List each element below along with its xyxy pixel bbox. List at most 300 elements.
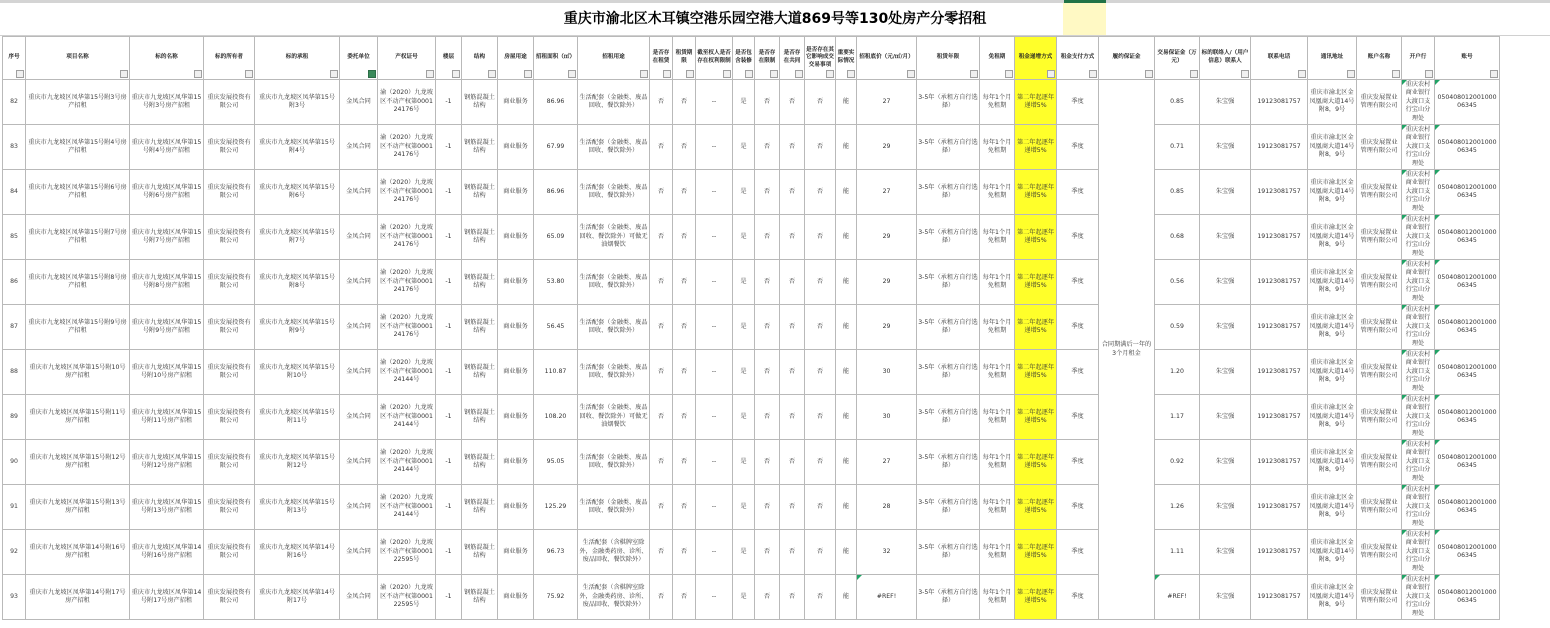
table-cell[interactable]: -- (696, 395, 733, 440)
table-cell[interactable]: 商业服务 (498, 215, 534, 260)
table-cell[interactable]: -- (696, 80, 733, 125)
table-cell[interactable] (1435, 350, 1500, 395)
table-cell[interactable]: 商业服务 (498, 440, 534, 485)
table-cell[interactable]: 渝（2020）九龙坡区不动产权第000124176号 (378, 80, 436, 125)
table-cell[interactable]: 108.20 (534, 395, 578, 440)
table-cell[interactable]: 重庆发展置业管理有限公司 (1357, 440, 1402, 485)
table-cell[interactable]: 否 (805, 395, 836, 440)
table-cell[interactable]: 19123081757 (1251, 80, 1308, 125)
table-cell[interactable]: 82 (3, 80, 26, 125)
filter-dropdown-icon[interactable] (1298, 70, 1306, 78)
table-cell[interactable]: 重庆发展置业管理有限公司 (1357, 305, 1402, 350)
filter-dropdown-icon[interactable] (16, 70, 24, 78)
table-cell[interactable]: 商业服务 (498, 170, 534, 215)
table-cell[interactable] (1402, 395, 1435, 440)
filter-dropdown-icon[interactable] (1190, 70, 1198, 78)
table-cell[interactable]: 是 (733, 305, 755, 350)
table-cell[interactable] (1435, 485, 1500, 530)
table-cell[interactable]: 每年1个月免租期 (980, 440, 1015, 485)
column-header[interactable] (1402, 37, 1435, 80)
filter-dropdown-icon[interactable] (1392, 70, 1400, 78)
filter-dropdown-icon[interactable] (524, 70, 532, 78)
table-cell[interactable]: 是 (733, 575, 755, 620)
table-cell[interactable]: 金凤合同 (340, 350, 378, 395)
table-cell[interactable]: 否 (780, 260, 805, 305)
table-cell[interactable]: 否 (755, 485, 780, 530)
table-cell[interactable]: 商业服务 (498, 305, 534, 350)
column-header[interactable] (1155, 37, 1200, 80)
filter-dropdown-icon[interactable] (826, 70, 834, 78)
table-cell[interactable]: 重庆发展投资有限公司 (204, 485, 255, 530)
table-cell[interactable]: 商业服务 (498, 485, 534, 530)
table-cell[interactable] (1402, 305, 1435, 350)
table-cell[interactable]: 3-5年（承租方自行选择） (917, 170, 980, 215)
table-cell[interactable]: 重庆市九龙坡区凤华第15号附3号 (255, 80, 340, 125)
table-cell[interactable]: 否 (755, 530, 780, 575)
column-header[interactable] (836, 37, 857, 80)
table-cell[interactable]: -1 (436, 305, 462, 350)
table-cell[interactable]: 重庆市九龙坡区凤华第14号附16号 (255, 530, 340, 575)
table-cell[interactable]: 19123081757 (1251, 395, 1308, 440)
table-cell[interactable]: 商业服务 (498, 260, 534, 305)
table-cell[interactable]: 商业服务 (498, 395, 534, 440)
table-cell[interactable]: 3-5年（承租方自行选择） (917, 485, 980, 530)
table-cell[interactable]: 29 (857, 125, 917, 170)
table-cell[interactable]: 能 (836, 350, 857, 395)
table-cell[interactable]: 否 (650, 125, 673, 170)
table-cell[interactable]: 金凤合同 (340, 440, 378, 485)
column-header[interactable] (340, 37, 378, 80)
table-cell[interactable]: 3-5年（承租方自行选择） (917, 260, 980, 305)
table-cell[interactable] (1435, 395, 1500, 440)
table-cell[interactable]: 能 (836, 485, 857, 530)
table-cell[interactable]: 朱宝强 (1200, 440, 1251, 485)
table-cell[interactable]: 重庆市九龙坡区凤华第15号附9号房产招租 (26, 305, 130, 350)
table-cell[interactable]: 否 (650, 305, 673, 350)
table-cell[interactable]: 季度 (1057, 125, 1099, 170)
table-cell[interactable] (1402, 530, 1435, 575)
table-cell[interactable]: 30 (857, 350, 917, 395)
table-cell[interactable]: 生活配套（金融类、废品回收、餐饮除外） (578, 170, 650, 215)
table-cell[interactable]: 季度 (1057, 170, 1099, 215)
table-cell[interactable]: 0.71 (1155, 125, 1200, 170)
table-cell[interactable]: -1 (436, 170, 462, 215)
table-cell[interactable]: 27 (857, 440, 917, 485)
table-cell[interactable]: 金凤合同 (340, 485, 378, 530)
table-cell[interactable]: 重庆市九龙坡区凤华第15号附6号房产招租 (130, 170, 204, 215)
table-cell[interactable] (1402, 170, 1435, 215)
table-cell[interactable]: 每年1个月免租期 (980, 350, 1015, 395)
table-cell[interactable]: 生活配套（含棋牌室除外，金融类药房、诊所、废品回收、餐饮除外） (578, 530, 650, 575)
table-cell[interactable]: 钢筋混凝土结构 (462, 125, 498, 170)
table-cell[interactable]: 重庆市渝北区金凤凰商大道14号附8，9号 (1308, 485, 1357, 530)
table-cell[interactable]: 金凤合同 (340, 575, 378, 620)
table-cell[interactable]: 否 (805, 125, 836, 170)
table-cell[interactable]: 第二年起逐年递增5% (1015, 350, 1057, 395)
table-cell[interactable]: -- (696, 485, 733, 530)
table-cell[interactable]: 19123081757 (1251, 575, 1308, 620)
filter-dropdown-icon[interactable] (907, 70, 915, 78)
table-cell[interactable]: 每年1个月免租期 (980, 305, 1015, 350)
table-cell[interactable]: 否 (755, 215, 780, 260)
table-cell[interactable]: 85 (3, 215, 26, 260)
table-cell[interactable]: 朱宝强 (1200, 575, 1251, 620)
table-cell[interactable]: 3-5年（承租方自行选择） (917, 80, 980, 125)
table-cell[interactable]: 否 (673, 80, 696, 125)
filter-dropdown-icon[interactable] (452, 70, 460, 78)
table-cell[interactable]: 否 (805, 80, 836, 125)
table-cell[interactable]: 能 (836, 440, 857, 485)
table-cell[interactable]: 0.59 (1155, 305, 1200, 350)
table-cell[interactable]: 否 (755, 440, 780, 485)
table-cell[interactable]: 否 (650, 530, 673, 575)
table-cell[interactable]: 84 (3, 170, 26, 215)
table-cell[interactable]: 能 (836, 80, 857, 125)
table-cell[interactable]: 渝（2020）九龙坡区不动产权第000124176号 (378, 170, 436, 215)
table-cell[interactable] (1402, 80, 1435, 125)
table-cell[interactable]: 1.20 (1155, 350, 1200, 395)
table-cell[interactable]: 每年1个月免租期 (980, 485, 1015, 530)
table-cell[interactable]: 生活配套（金融类、废品回收、餐饮除外） (578, 80, 650, 125)
table-cell[interactable]: 重庆发展置业管理有限公司 (1357, 350, 1402, 395)
table-cell[interactable]: 重庆市九龙坡区凤华第15号附3号房产招租 (26, 80, 130, 125)
table-cell[interactable]: 第二年起逐年递增5% (1015, 215, 1057, 260)
table-cell[interactable]: 生活配套（金融类、废品回收、餐饮除外）可做无油烟餐饮 (578, 395, 650, 440)
table-cell[interactable]: 3-5年（承租方自行选择） (917, 350, 980, 395)
table-cell[interactable]: 钢筋混凝土结构 (462, 485, 498, 530)
column-header[interactable] (1357, 37, 1402, 80)
table-cell[interactable]: 83 (3, 125, 26, 170)
table-cell[interactable]: 否 (673, 260, 696, 305)
column-header[interactable] (1200, 37, 1251, 80)
column-header[interactable] (857, 37, 917, 80)
table-cell[interactable]: 季度 (1057, 260, 1099, 305)
table-cell[interactable]: 第二年起逐年递增5% (1015, 125, 1057, 170)
table-cell[interactable]: 季度 (1057, 215, 1099, 260)
table-cell[interactable]: 渝（2020）九龙坡区不动产权第000124144号 (378, 395, 436, 440)
table-cell[interactable]: 否 (673, 395, 696, 440)
table-cell[interactable]: 朱宝强 (1200, 395, 1251, 440)
table-cell[interactable]: 重庆市九龙坡区凤华第15号附9号房产招租 (130, 305, 204, 350)
table-cell[interactable]: 0.68 (1155, 215, 1200, 260)
table-cell[interactable]: 每年1个月免租期 (980, 170, 1015, 215)
table-cell[interactable]: 86 (3, 260, 26, 305)
table-cell[interactable]: 渝（2020）九龙坡区不动产权第000124176号 (378, 260, 436, 305)
table-cell[interactable]: 渝（2020）九龙坡区不动产权第000124144号 (378, 440, 436, 485)
table-cell[interactable]: -- (696, 530, 733, 575)
table-cell[interactable]: 65.09 (534, 215, 578, 260)
table-cell[interactable]: 否 (755, 575, 780, 620)
column-header[interactable] (755, 37, 780, 80)
table-cell[interactable]: 否 (805, 485, 836, 530)
filter-dropdown-icon[interactable] (1089, 70, 1097, 78)
table-cell[interactable]: 生活配套（含棋牌室除外，金融类药房、诊所、废品回收、餐饮除外） (578, 575, 650, 620)
table-cell[interactable]: 否 (805, 170, 836, 215)
table-cell[interactable]: 钢筋混凝土结构 (462, 350, 498, 395)
table-cell[interactable]: 否 (650, 170, 673, 215)
table-cell[interactable] (1435, 80, 1500, 125)
table-cell[interactable]: 重庆市九龙坡区凤华第15号附8号房产招租 (26, 260, 130, 305)
table-cell[interactable]: 93 (3, 575, 26, 620)
table-cell[interactable]: -- (696, 215, 733, 260)
table-cell[interactable]: 重庆发展投资有限公司 (204, 350, 255, 395)
table-cell[interactable]: 重庆发展投资有限公司 (204, 215, 255, 260)
table-cell[interactable]: -1 (436, 125, 462, 170)
table-cell[interactable]: 重庆市九龙坡区凤华第14号附16号房产招租 (130, 530, 204, 575)
table-cell[interactable]: -- (696, 125, 733, 170)
table-cell[interactable]: 钢筋混凝土结构 (462, 575, 498, 620)
table-cell[interactable]: 第二年起逐年递增5% (1015, 170, 1057, 215)
column-header[interactable] (130, 37, 204, 80)
table-cell[interactable]: 重庆市九龙坡区凤华第14号附17号 (255, 575, 340, 620)
table-cell[interactable] (1402, 260, 1435, 305)
table-cell[interactable]: 重庆发展投资有限公司 (204, 575, 255, 620)
table-cell[interactable]: 否 (780, 170, 805, 215)
table-cell[interactable]: 28 (857, 485, 917, 530)
table-cell[interactable]: 重庆发展投资有限公司 (204, 395, 255, 440)
table-cell[interactable]: 19123081757 (1251, 215, 1308, 260)
table-cell[interactable]: 125.29 (534, 485, 578, 530)
table-cell[interactable]: 否 (805, 440, 836, 485)
table-cell[interactable]: -- (696, 260, 733, 305)
table-cell[interactable]: 0.92 (1155, 440, 1200, 485)
table-cell[interactable] (1435, 125, 1500, 170)
table-cell[interactable]: 29 (857, 215, 917, 260)
table-cell[interactable] (1402, 215, 1435, 260)
table-cell[interactable]: 季度 (1057, 530, 1099, 575)
table-cell[interactable]: 是 (733, 80, 755, 125)
table-cell[interactable]: 朱宝强 (1200, 485, 1251, 530)
table-cell[interactable]: 朱宝强 (1200, 260, 1251, 305)
table-cell[interactable] (1402, 350, 1435, 395)
table-cell[interactable]: -1 (436, 80, 462, 125)
table-cell[interactable]: 3-5年（承租方自行选择） (917, 530, 980, 575)
table-cell[interactable]: 钢筋混凝土结构 (462, 440, 498, 485)
table-cell[interactable]: 86.96 (534, 80, 578, 125)
table-cell[interactable]: 重庆市九龙坡区凤华第15号附12号 (255, 440, 340, 485)
table-cell[interactable]: 29 (857, 260, 917, 305)
table-cell[interactable]: 重庆发展置业管理有限公司 (1357, 575, 1402, 620)
table-cell[interactable]: 重庆发展投资有限公司 (204, 260, 255, 305)
table-cell[interactable]: 渝（2020）九龙坡区不动产权第000124176号 (378, 125, 436, 170)
table-cell[interactable]: 能 (836, 125, 857, 170)
table-cell[interactable]: 否 (673, 305, 696, 350)
table-cell[interactable]: 重庆发展置业管理有限公司 (1357, 260, 1402, 305)
filter-dropdown-icon[interactable] (1490, 70, 1498, 78)
table-cell[interactable]: 第二年起逐年递增5% (1015, 305, 1057, 350)
table-cell[interactable]: 重庆市九龙坡区凤华第14号附17号房产招租 (26, 575, 130, 620)
table-cell[interactable]: 生活配套（金融类、废品回收、餐饮除外） (578, 260, 650, 305)
table-cell[interactable]: 重庆发展置业管理有限公司 (1357, 80, 1402, 125)
table-cell[interactable]: 否 (650, 395, 673, 440)
table-cell[interactable]: 商业服务 (498, 575, 534, 620)
table-cell[interactable]: 3-5年（承租方自行选择） (917, 305, 980, 350)
table-cell[interactable] (1435, 215, 1500, 260)
filter-dropdown-icon[interactable] (488, 70, 496, 78)
table-cell[interactable]: 能 (836, 530, 857, 575)
table-cell[interactable]: 67.99 (534, 125, 578, 170)
table-cell[interactable]: 否 (805, 530, 836, 575)
table-cell[interactable] (1402, 440, 1435, 485)
table-cell[interactable]: 生活配套（金融类、废品回收、餐饮除外） (578, 485, 650, 530)
filter-dropdown-icon[interactable] (1347, 70, 1355, 78)
table-cell[interactable]: 重庆市九龙坡区凤华第15号附13号 (255, 485, 340, 530)
table-cell[interactable]: 重庆市九龙坡区凤华第15号附3号房产招租 (130, 80, 204, 125)
table-cell[interactable]: 渝（2020）九龙坡区不动产权第000124144号 (378, 485, 436, 530)
table-cell[interactable]: 32 (857, 530, 917, 575)
column-header[interactable] (578, 37, 650, 80)
table-cell[interactable]: 金凤合同 (340, 170, 378, 215)
table-cell[interactable]: 钢筋混凝土结构 (462, 215, 498, 260)
table-cell[interactable]: 否 (805, 305, 836, 350)
table-cell[interactable]: 27 (857, 80, 917, 125)
merged-deposit-cell[interactable]: 合同期满后一年的3个月租金 (1099, 80, 1155, 620)
column-header[interactable] (1057, 37, 1099, 80)
table-cell[interactable]: 重庆发展投资有限公司 (204, 170, 255, 215)
table-cell[interactable]: -1 (436, 485, 462, 530)
table-cell[interactable]: 季度 (1057, 395, 1099, 440)
table-cell[interactable]: 金凤合同 (340, 395, 378, 440)
table-cell[interactable]: 朱宝强 (1200, 530, 1251, 575)
table-cell[interactable]: 重庆市渝北区金凤凰商大道14号附8，9号 (1308, 170, 1357, 215)
table-cell[interactable]: 金凤合同 (340, 260, 378, 305)
table-cell[interactable]: 重庆市九龙坡区凤华第15号附6号房产招租 (26, 170, 130, 215)
table-cell[interactable]: 钢筋混凝土结构 (462, 530, 498, 575)
table-cell[interactable]: 重庆市九龙坡区凤华第15号附11号房产招租 (26, 395, 130, 440)
table-cell[interactable]: 否 (780, 125, 805, 170)
filter-dropdown-icon[interactable] (1047, 70, 1055, 78)
table-cell[interactable]: 重庆市九龙坡区凤华第15号附11号房产招租 (130, 395, 204, 440)
table-cell[interactable]: 90 (3, 440, 26, 485)
table-cell[interactable]: 92 (3, 530, 26, 575)
filter-dropdown-icon[interactable] (368, 70, 376, 78)
table-cell[interactable] (1435, 305, 1500, 350)
table-cell[interactable]: 重庆市九龙坡区凤华第15号附11号 (255, 395, 340, 440)
table-cell[interactable]: 生活配套（金融类、废品回收、餐饮除外） (578, 125, 650, 170)
table-cell[interactable]: -1 (436, 530, 462, 575)
table-cell[interactable]: 89 (3, 395, 26, 440)
table-cell[interactable]: 19123081757 (1251, 260, 1308, 305)
table-cell[interactable]: 钢筋混凝土结构 (462, 305, 498, 350)
table-cell[interactable]: 金凤合同 (340, 305, 378, 350)
table-cell[interactable]: 渝（2020）九龙坡区不动产权第000124176号 (378, 215, 436, 260)
table-cell[interactable]: 能 (836, 575, 857, 620)
table-cell[interactable]: 重庆市九龙坡区凤华第15号附12号房产招租 (26, 440, 130, 485)
table-cell[interactable]: 重庆市九龙坡区凤华第15号附10号房产招租 (26, 350, 130, 395)
table-cell[interactable]: 1.26 (1155, 485, 1200, 530)
table-cell[interactable]: 每年1个月免租期 (980, 530, 1015, 575)
table-cell[interactable]: 110.87 (534, 350, 578, 395)
table-cell[interactable]: 朱宝强 (1200, 215, 1251, 260)
table-cell[interactable]: 重庆市九龙坡区凤华第14号附17号房产招租 (130, 575, 204, 620)
table-cell[interactable]: 29 (857, 305, 917, 350)
table-cell[interactable]: -1 (436, 440, 462, 485)
filter-dropdown-icon[interactable] (1145, 70, 1153, 78)
table-cell[interactable]: 重庆市九龙坡区凤华第15号附10号 (255, 350, 340, 395)
table-cell[interactable]: 金凤合同 (340, 125, 378, 170)
table-cell[interactable]: 重庆市九龙坡区凤华第15号附8号 (255, 260, 340, 305)
table-cell[interactable]: 0.56 (1155, 260, 1200, 305)
table-cell[interactable] (1402, 575, 1435, 620)
table-cell[interactable]: 渝（2020）九龙坡区不动产权第000124176号 (378, 305, 436, 350)
table-cell[interactable]: 19123081757 (1251, 170, 1308, 215)
filter-dropdown-icon[interactable] (663, 70, 671, 78)
column-header[interactable] (780, 37, 805, 80)
table-cell[interactable]: 否 (780, 575, 805, 620)
column-header[interactable] (696, 37, 733, 80)
table-cell[interactable]: 56.45 (534, 305, 578, 350)
table-cell[interactable]: 重庆市九龙坡区凤华第15号附13号房产招租 (26, 485, 130, 530)
table-cell[interactable]: -- (696, 575, 733, 620)
table-cell[interactable]: 否 (673, 575, 696, 620)
table-cell[interactable]: 是 (733, 350, 755, 395)
column-header[interactable] (1308, 37, 1357, 80)
column-header[interactable] (255, 37, 340, 80)
table-cell[interactable]: 19123081757 (1251, 485, 1308, 530)
table-cell[interactable]: 95.05 (534, 440, 578, 485)
table-cell[interactable]: 0.85 (1155, 170, 1200, 215)
table-cell[interactable]: -1 (436, 575, 462, 620)
table-cell[interactable]: 19123081757 (1251, 440, 1308, 485)
table-cell[interactable]: 3-5年（承租方自行选择） (917, 215, 980, 260)
table-cell[interactable]: 否 (755, 260, 780, 305)
table-cell[interactable]: 重庆发展置业管理有限公司 (1357, 485, 1402, 530)
column-header[interactable] (980, 37, 1015, 80)
table-cell[interactable]: 否 (780, 350, 805, 395)
table-cell[interactable]: 否 (755, 305, 780, 350)
table-cell[interactable]: -- (696, 350, 733, 395)
table-cell[interactable]: 否 (673, 215, 696, 260)
table-cell[interactable]: 否 (780, 215, 805, 260)
table-cell[interactable]: 否 (673, 170, 696, 215)
filter-dropdown-icon[interactable] (1241, 70, 1249, 78)
table-cell[interactable]: 是 (733, 395, 755, 440)
column-header[interactable] (204, 37, 255, 80)
table-cell[interactable]: 能 (836, 395, 857, 440)
table-cell[interactable]: 金凤合同 (340, 530, 378, 575)
column-header[interactable] (1435, 37, 1500, 80)
table-cell[interactable]: 重庆发展投资有限公司 (204, 80, 255, 125)
table-cell[interactable]: 重庆市渝北区金凤凰商大道14号附8，9号 (1308, 125, 1357, 170)
column-header[interactable] (534, 37, 578, 80)
table-cell[interactable] (1402, 485, 1435, 530)
table-cell[interactable]: 生活配套（金融类、废品回收、餐饮除外） (578, 350, 650, 395)
table-cell[interactable]: 否 (673, 350, 696, 395)
table-cell[interactable]: 否 (673, 125, 696, 170)
table-cell[interactable]: 渝（2020）九龙坡区不动产权第000122595号 (378, 575, 436, 620)
table-cell[interactable]: 季度 (1057, 80, 1099, 125)
table-cell[interactable]: 是 (733, 170, 755, 215)
table-cell[interactable]: 重庆市渝北区金凤凰商大道14号附8，9号 (1308, 305, 1357, 350)
table-cell[interactable]: 生活配套（金融类、废品回收、餐饮除外） (578, 440, 650, 485)
table-cell[interactable]: 重庆市九龙坡区凤华第15号附7号 (255, 215, 340, 260)
table-cell[interactable] (857, 575, 917, 620)
filter-dropdown-icon[interactable] (330, 70, 338, 78)
table-cell[interactable] (1435, 575, 1500, 620)
table-cell[interactable]: 否 (650, 575, 673, 620)
filter-dropdown-icon[interactable] (970, 70, 978, 78)
table-cell[interactable]: 否 (673, 485, 696, 530)
table-cell[interactable]: 能 (836, 170, 857, 215)
table-cell[interactable]: 重庆发展置业管理有限公司 (1357, 215, 1402, 260)
table-cell[interactable]: 第二年起逐年递增5% (1015, 530, 1057, 575)
sheet-title[interactable]: 重庆市渝北区木耳镇空港乐园空港大道869号等130处房产分零招租 (563, 11, 987, 27)
table-cell[interactable]: 否 (650, 485, 673, 530)
column-header[interactable] (3, 37, 26, 80)
table-cell[interactable]: 商业服务 (498, 80, 534, 125)
table-cell[interactable]: 88 (3, 350, 26, 395)
filter-dropdown-icon[interactable] (770, 70, 778, 78)
